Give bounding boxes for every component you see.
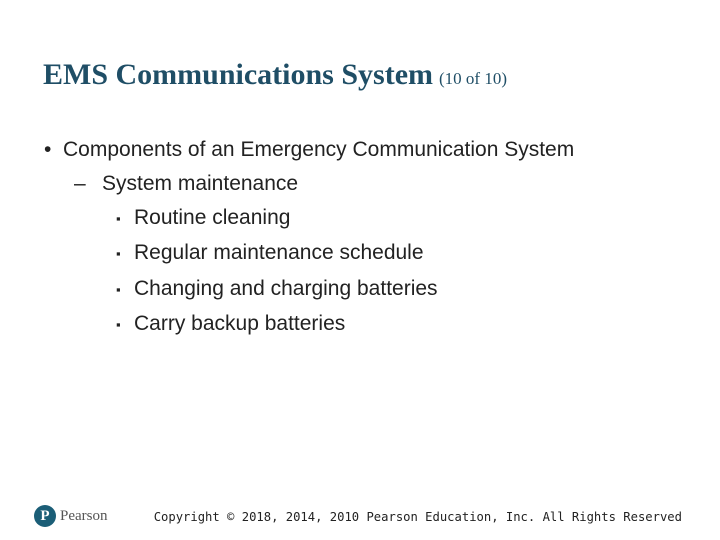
bullet-level2-text: System maintenance (102, 172, 299, 195)
bullet-level3-item (116, 206, 290, 230)
bullet-level3-text: Carry backup batteries (134, 312, 346, 335)
bullet-level3-text: Changing and charging batteries (134, 277, 438, 300)
bullet-square-icon: ▪ (116, 211, 121, 226)
bullet-square-icon: ▪ (116, 317, 121, 332)
bullet-square-icon: ▪ (116, 246, 121, 261)
bullet-dot-icon: • (44, 138, 52, 161)
bullet-level3-item (116, 277, 438, 301)
bullet-level3-text: Routine cleaning (134, 206, 291, 229)
bullet-level2 (74, 172, 298, 196)
bullet-level3-item (116, 312, 345, 336)
pearson-logo-icon: P (34, 505, 56, 527)
bullet-level1-text: Components of an Emergency Communication System (63, 138, 575, 161)
bullet-level3-text: Regular maintenance schedule (134, 241, 424, 264)
bullet-dash-icon: – (74, 172, 86, 195)
slide-title (43, 58, 507, 92)
pearson-logo-text: Pearson (60, 507, 108, 524)
bullet-level1 (44, 138, 574, 162)
bullet-level3-item (116, 241, 424, 265)
copyright-notice: Copyright © 2018, 2014, 2010 Pearson Education, Inc. All Rights Reserved (153, 510, 682, 524)
pearson-logo (34, 505, 108, 527)
slide-title-counter: (10 of 10) (439, 69, 507, 88)
bullet-square-icon: ▪ (116, 282, 121, 297)
slide-title-text: EMS Communications System (43, 58, 434, 91)
